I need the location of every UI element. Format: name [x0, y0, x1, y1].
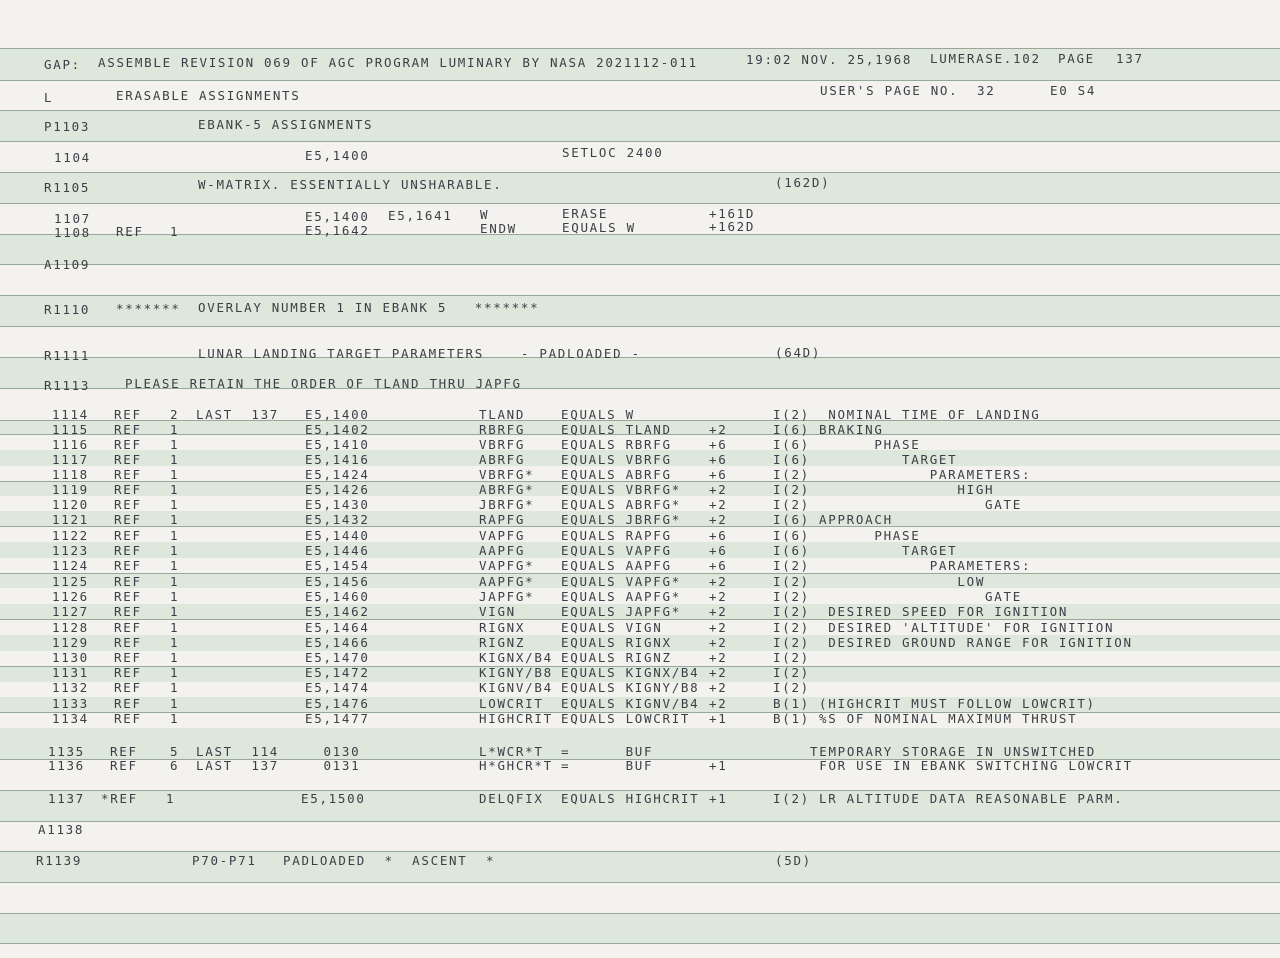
- line-number: 1104: [54, 150, 91, 165]
- symbol: RAPFG: [479, 512, 526, 527]
- opcode: EQUALS AAPFG: [561, 558, 672, 573]
- address: E5,1424: [305, 467, 370, 482]
- symbol: VIGN: [479, 604, 516, 619]
- address: E5,1400: [305, 148, 370, 163]
- line-number: A1138: [38, 822, 85, 837]
- source-comment: W-MATRIX. ESSENTIALLY UNSHARABLE.: [198, 177, 503, 192]
- ref-count: 1: [170, 604, 180, 619]
- line-number: 1125: [52, 574, 89, 589]
- rule-line: [0, 203, 1280, 204]
- ref-count: 1: [170, 512, 180, 527]
- ref-label: REF: [114, 574, 142, 589]
- comment: BRAKING: [819, 422, 884, 437]
- symbol: LOWCRIT: [479, 696, 544, 711]
- opcode: EQUALS VAPFG: [561, 543, 672, 558]
- operand-offset: +6: [709, 467, 728, 482]
- rule-line: [0, 326, 1280, 327]
- ref-count: 1: [170, 422, 180, 437]
- size-note: I(2): [773, 497, 810, 512]
- address: E5,1642: [305, 223, 370, 238]
- operand-offset: +162D: [709, 219, 756, 234]
- line-number: 1130: [52, 650, 89, 665]
- line-number: 1129: [52, 635, 89, 650]
- opcode: EQUALS VBRFG*: [561, 482, 681, 497]
- listing-file: LUMERASE.102: [930, 51, 1041, 66]
- ref-label: REF: [114, 558, 142, 573]
- address: E5,1500: [301, 791, 366, 806]
- rule-line: [0, 234, 1280, 235]
- address: E5,1454: [305, 558, 370, 573]
- opcode: EQUALS ABRFG*: [561, 497, 681, 512]
- last-page: LAST 137: [196, 758, 280, 773]
- line-number: 1134: [52, 711, 89, 726]
- operand-offset: +2: [709, 620, 728, 635]
- size-note: I(2): [773, 665, 810, 680]
- line-number: 1132: [52, 680, 89, 695]
- address: E5,1410: [305, 437, 370, 452]
- address: E5,1416: [305, 452, 370, 467]
- opcode: = BUF: [561, 758, 654, 773]
- line-number: 1107: [54, 211, 91, 226]
- ref-label: REF: [114, 422, 142, 437]
- size-note: I(6): [773, 512, 810, 527]
- ref-count: 1: [170, 680, 180, 695]
- line-number: 1122: [52, 528, 89, 543]
- line-number: 1126: [52, 589, 89, 604]
- ref-count: 1: [170, 452, 180, 467]
- section-title: ERASABLE ASSIGNMENTS: [116, 88, 301, 103]
- line-number: 1116: [52, 437, 89, 452]
- green-bar: [0, 913, 1280, 943]
- ref-label: REF: [114, 696, 142, 711]
- ref-label: REF: [110, 744, 138, 759]
- listing-title: ASSEMBLE REVISION 069 OF AGC PROGRAM LUMINARY BY NASA 2021112-011: [98, 55, 698, 70]
- line-number: 1114: [52, 407, 89, 422]
- line-number: R1139: [36, 853, 83, 868]
- ref-count: 1: [170, 574, 180, 589]
- size-note: (64D): [775, 345, 822, 360]
- size-note: I(2): [773, 620, 810, 635]
- source-comment: EBANK-5 ASSIGNMENTS: [198, 117, 374, 132]
- line-number: 1118: [52, 467, 89, 482]
- ref-label: REF: [114, 620, 142, 635]
- opcode: EQUALS VAPFG*: [561, 574, 681, 589]
- address: E5,1456: [305, 574, 370, 589]
- rule-line: [0, 48, 1280, 49]
- ref-label: *REF: [101, 791, 138, 806]
- address: E5,1460: [305, 589, 370, 604]
- operand-offset: +1: [709, 758, 728, 773]
- ref-label: REF: [114, 497, 142, 512]
- line-number: R1113: [44, 378, 91, 393]
- address: E5,1400: [305, 407, 370, 422]
- opcode: EQUALS LOWCRIT: [561, 711, 691, 726]
- ref-count: 1: [170, 528, 180, 543]
- symbol: VBRFG*: [479, 467, 535, 482]
- line-number: 1128: [52, 620, 89, 635]
- ref-count: 1: [170, 543, 180, 558]
- symbol: HIGHCRIT: [479, 711, 553, 726]
- page-number: 137: [1116, 51, 1144, 66]
- ref-label: REF: [114, 680, 142, 695]
- symbol: KIGNY/B8: [479, 665, 553, 680]
- line-number: 1124: [52, 558, 89, 573]
- ref-count: 1: [170, 482, 180, 497]
- ref-label: REF: [114, 512, 142, 527]
- size-note: I(6): [773, 543, 810, 558]
- comment: GATE: [819, 497, 1022, 512]
- operand-offset: +2: [709, 650, 728, 665]
- address: 0131: [305, 758, 361, 773]
- address: E5,1464: [305, 620, 370, 635]
- green-bar: [0, 295, 1280, 326]
- address: E5,1400: [305, 209, 370, 224]
- rule-line: [0, 851, 1280, 852]
- ref-count: 1: [170, 711, 180, 726]
- ref-label: REF: [114, 543, 142, 558]
- comment: NOMINAL TIME OF LANDING: [819, 407, 1041, 422]
- comment: LOW: [819, 574, 986, 589]
- opcode: EQUALS W: [562, 220, 636, 235]
- comment: DESIRED 'ALTITUDE' FOR IGNITION: [819, 620, 1115, 635]
- symbol: KIGNV/B4: [479, 680, 553, 695]
- symbol: ABRFG*: [479, 482, 535, 497]
- size-note: (5D): [775, 853, 812, 868]
- opcode: ERASE: [562, 206, 609, 221]
- ref-count: 1: [170, 497, 180, 512]
- green-bar: [0, 234, 1280, 264]
- ref-label: REF: [114, 665, 142, 680]
- line-number: 1136: [48, 758, 85, 773]
- size-note: I(2): [773, 467, 810, 482]
- ref-count: 2: [170, 407, 180, 422]
- last-page: LAST 114: [196, 744, 280, 759]
- rule-line: [0, 821, 1280, 822]
- line-number: R1105: [44, 180, 91, 195]
- symbol: KIGNX/B4: [479, 650, 553, 665]
- symbol: RBRFG: [479, 422, 526, 437]
- size-note: I(6): [773, 422, 810, 437]
- symbol: H*GHCR*T: [479, 758, 553, 773]
- opcode: SETLOC 2400: [562, 145, 664, 160]
- ref-label: REF: [114, 407, 142, 422]
- source-comment: OVERLAY NUMBER 1 IN EBANK 5 *******: [198, 300, 540, 315]
- opcode: EQUALS RIGNZ: [561, 650, 672, 665]
- symbol: ABRFG: [479, 452, 526, 467]
- operand-offset: +6: [709, 437, 728, 452]
- line-number: 1137: [48, 791, 85, 806]
- line-number: 1135: [48, 744, 85, 759]
- size-note: B(1): [773, 696, 810, 711]
- ref-label: REF: [114, 650, 142, 665]
- rule-line: [0, 110, 1280, 111]
- comment: PARAMETERS:: [819, 467, 1032, 482]
- ref-count: 1: [170, 620, 180, 635]
- opcode: EQUALS TLAND: [561, 422, 672, 437]
- size-note: I(2): [773, 680, 810, 695]
- opcode: EQUALS ABRFG: [561, 467, 672, 482]
- symbol: L*WCR*T: [479, 744, 544, 759]
- comment: PHASE: [819, 528, 921, 543]
- symbol: JBRFG*: [479, 497, 535, 512]
- operand-offset: +2: [709, 604, 728, 619]
- ref-label: REF: [114, 467, 142, 482]
- operand-offset: +161D: [709, 206, 756, 221]
- ref-count: 6: [170, 758, 180, 773]
- address: E5,1472: [305, 665, 370, 680]
- line-number: 1127: [52, 604, 89, 619]
- comment: PHASE: [819, 437, 921, 452]
- size-note: I(2): [773, 604, 810, 619]
- address: E5,1446: [305, 543, 370, 558]
- size-note: I(2): [773, 589, 810, 604]
- last-page: LAST 137: [196, 407, 280, 422]
- comment: %S OF NOMINAL MAXIMUM THRUST: [819, 711, 1078, 726]
- symbol: AAPFG: [479, 543, 526, 558]
- ref-label: REF: [116, 224, 144, 239]
- opcode: EQUALS RIGNX: [561, 635, 672, 650]
- address: E5,1476: [305, 696, 370, 711]
- comment: TARGET: [819, 452, 958, 467]
- ref-label: REF: [114, 482, 142, 497]
- size-note: B(1): [773, 711, 810, 726]
- size-note: I(2): [773, 650, 810, 665]
- opcode: = BUF: [561, 744, 654, 759]
- comment: DESIRED SPEED FOR IGNITION: [819, 604, 1069, 619]
- address: 0130: [305, 744, 361, 759]
- rule-line: [0, 80, 1280, 81]
- rule-line: [0, 913, 1280, 914]
- ref-count: 1: [170, 589, 180, 604]
- opcode: EQUALS KIGNY/B8: [561, 680, 700, 695]
- comment: LR ALTITUDE DATA REASONABLE PARM.: [819, 791, 1124, 806]
- source-comment: PLEASE RETAIN THE ORDER OF TLAND THRU JAPFG: [125, 376, 522, 391]
- symbol: RIGNZ: [479, 635, 526, 650]
- symbol: DELQFIX: [479, 791, 544, 806]
- comment: GATE: [819, 589, 1022, 604]
- ref-label: REF: [114, 528, 142, 543]
- rule-line: [0, 882, 1280, 883]
- size-note: I(2): [773, 558, 810, 573]
- operand-offset: +6: [709, 528, 728, 543]
- address: E5,1462: [305, 604, 370, 619]
- comment: APPROACH: [819, 512, 893, 527]
- ref-label: REF: [114, 711, 142, 726]
- symbol: VAPFG: [479, 528, 526, 543]
- ref-count: 5: [170, 744, 180, 759]
- operand-offset: +6: [709, 558, 728, 573]
- ref-label: REF: [114, 635, 142, 650]
- symbol: JAPFG*: [479, 589, 535, 604]
- operand-offset: +2: [709, 680, 728, 695]
- page-label: PAGE: [1058, 51, 1095, 66]
- line-number: 1117: [52, 452, 89, 467]
- size-note: I(2): [773, 791, 810, 806]
- operand-offset: +2: [709, 482, 728, 497]
- opcode: EQUALS RAPFG: [561, 528, 672, 543]
- line-number: R1110: [44, 302, 91, 317]
- rule-line: [0, 264, 1280, 265]
- operand-offset: +2: [709, 665, 728, 680]
- line-number: P1103: [44, 119, 91, 134]
- address: E5,1432: [305, 512, 370, 527]
- comment: DESIRED GROUND RANGE FOR IGNITION: [819, 635, 1133, 650]
- comment: TARGET: [819, 543, 958, 558]
- address: E5,1477: [305, 711, 370, 726]
- ref-label: REF: [114, 604, 142, 619]
- ref-count: 1: [170, 650, 180, 665]
- line-number: 1133: [52, 696, 89, 711]
- address: E5,1430: [305, 497, 370, 512]
- source-comment: *******: [116, 301, 181, 316]
- ref-count: 1: [170, 224, 180, 239]
- listing-timestamp: 19:02 NOV. 25,1968: [746, 52, 913, 67]
- symbol: TLAND: [479, 407, 526, 422]
- comment: PARAMETERS:: [819, 558, 1032, 573]
- size-note: I(2): [773, 574, 810, 589]
- line-number: 1119: [52, 482, 89, 497]
- operand-offset: +2: [709, 635, 728, 650]
- ref-label: REF: [114, 437, 142, 452]
- rule-line: [0, 943, 1280, 944]
- ref-count: 1: [170, 558, 180, 573]
- operand-offset: +2: [709, 589, 728, 604]
- size-note: I(2): [773, 635, 810, 650]
- users-page-label: USER'S PAGE NO.: [820, 83, 959, 98]
- size-note: (162D): [775, 175, 831, 190]
- operand-offset: +1: [709, 711, 728, 726]
- source-comment: PADLOADED * ASCENT *: [283, 853, 496, 868]
- symbol: RIGNX: [479, 620, 526, 635]
- address: E5,1474: [305, 680, 370, 695]
- operand-offset: +2: [709, 422, 728, 437]
- users-page-number: 32: [977, 83, 996, 98]
- opcode: EQUALS VIGN: [561, 620, 663, 635]
- rule-line: [0, 295, 1280, 296]
- operand-offset: +2: [709, 497, 728, 512]
- symbol: ENDW: [480, 221, 517, 236]
- opcode: EQUALS VBRFG: [561, 452, 672, 467]
- symbol: VBRFG: [479, 437, 526, 452]
- address: E5,1466: [305, 635, 370, 650]
- address: E5,1440: [305, 528, 370, 543]
- symbol: AAPFG*: [479, 574, 535, 589]
- address: E5,1402: [305, 422, 370, 437]
- line-number: 1115: [52, 422, 89, 437]
- opcode: EQUALS W: [561, 407, 635, 422]
- line-number: 1120: [52, 497, 89, 512]
- operand-offset: +6: [709, 452, 728, 467]
- comment: (HIGHCRIT MUST FOLLOW LOWCRIT): [819, 696, 1096, 711]
- size-note: I(2): [773, 482, 810, 497]
- symbol: W: [480, 207, 490, 222]
- section-marker: L: [44, 90, 54, 105]
- operand-offset: +2: [709, 574, 728, 589]
- opcode: EQUALS KIGNX/B4: [561, 665, 700, 680]
- rule-line: [0, 172, 1280, 173]
- operand-offset: +6: [709, 543, 728, 558]
- rule-line: [0, 141, 1280, 142]
- comment: HIGH: [819, 482, 995, 497]
- line-number: 1123: [52, 543, 89, 558]
- line-number: 1131: [52, 665, 89, 680]
- address-end: E5,1641: [388, 208, 453, 223]
- ref-label: REF: [114, 452, 142, 467]
- ref-count: 1: [170, 635, 180, 650]
- ref-label: REF: [114, 589, 142, 604]
- ref-count: 1: [170, 437, 180, 452]
- size-note: I(6): [773, 452, 810, 467]
- rule-line: [0, 420, 1280, 421]
- address: E5,1426: [305, 482, 370, 497]
- opcode: EQUALS HIGHCRIT: [561, 791, 700, 806]
- symbol: VAPFG*: [479, 558, 535, 573]
- ref-count: 1: [170, 467, 180, 482]
- size-note: I(6): [773, 528, 810, 543]
- source-comment: P70-P71: [192, 853, 257, 868]
- line-number: 1121: [52, 512, 89, 527]
- ref-count: 1: [170, 665, 180, 680]
- ref-count: 1: [170, 696, 180, 711]
- size-note: I(2): [773, 407, 810, 422]
- line-number: 1108: [54, 225, 91, 240]
- opcode: EQUALS JBRFG*: [561, 512, 681, 527]
- green-bar: [0, 172, 1280, 203]
- address: E5,1470: [305, 650, 370, 665]
- comment: FOR USE IN EBANK SWITCHING LOWCRIT: [810, 758, 1133, 773]
- source-comment: LUNAR LANDING TARGET PARAMETERS - PADLOADED -: [198, 346, 641, 361]
- comment: TEMPORARY STORAGE IN UNSWITCHED: [810, 744, 1096, 759]
- opcode: EQUALS RBRFG: [561, 437, 672, 452]
- line-number: A1109: [44, 257, 91, 272]
- size-note: I(6): [773, 437, 810, 452]
- gap-label: GAP:: [44, 57, 81, 72]
- eo-code: E0 S4: [1050, 83, 1097, 98]
- operand-offset: +2: [709, 512, 728, 527]
- ref-label: REF: [110, 758, 138, 773]
- operand-offset: +1: [709, 791, 728, 806]
- ref-count: 1: [166, 791, 176, 806]
- opcode: EQUALS JAPFG*: [561, 604, 681, 619]
- operand-offset: +2: [709, 696, 728, 711]
- green-bar: [0, 110, 1280, 141]
- line-number: R1111: [44, 348, 91, 363]
- opcode: EQUALS AAPFG*: [561, 589, 681, 604]
- opcode: EQUALS KIGNV/B4: [561, 696, 700, 711]
